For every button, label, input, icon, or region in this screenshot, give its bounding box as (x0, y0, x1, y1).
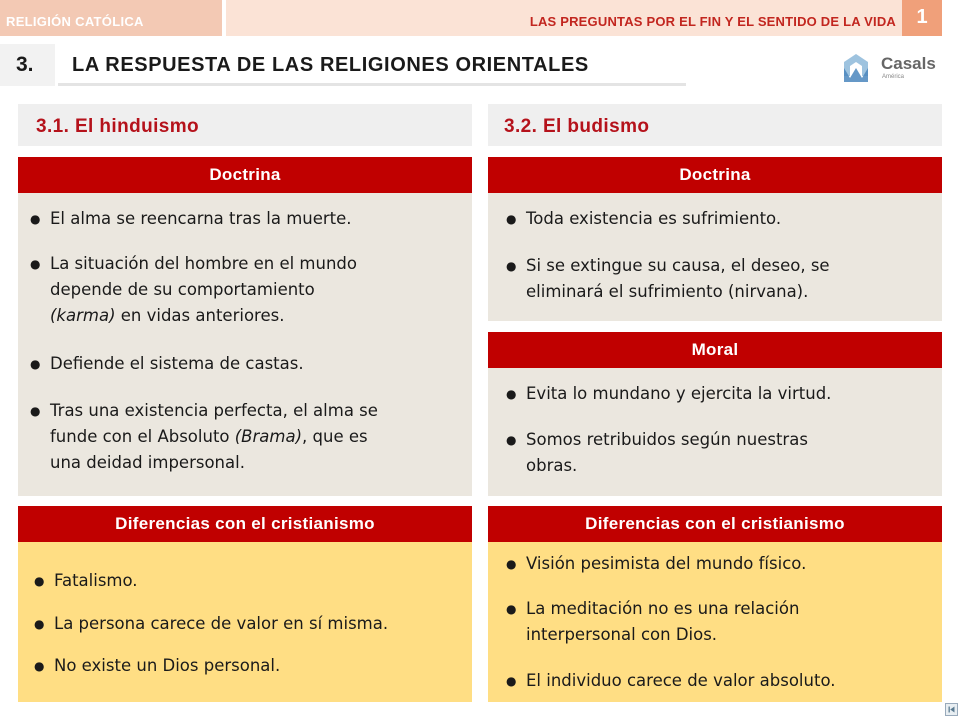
budismo-diferencias-bar: Diferencias con el cristianismo (488, 506, 942, 542)
budismo-diferencias-item-2: ● La meditación no es una relación interpersonal con Dios. (506, 596, 799, 648)
hinduismo-doctrina-item-3: ● Defiende el sistema de castas. (30, 351, 304, 377)
budismo-doctrina-item-1: ● Toda existencia es sufrimiento. (506, 206, 781, 232)
unit-banner (226, 0, 902, 36)
bullet-icon: ● (506, 259, 517, 273)
bullet-icon: ● (30, 404, 41, 418)
budismo-moral-bar: Moral (488, 332, 942, 368)
section-number: 3. (16, 53, 34, 76)
hinduismo-diferencias-bar: Diferencias con el cristianismo (18, 506, 472, 542)
budismo-moral-item-2: ● Somos retribuidos según nuestras obras. (506, 427, 808, 479)
unit-title: LAS PREGUNTAS POR EL FIN Y EL SENTIDO DE LA VIDA (529, 14, 896, 29)
bullet-icon: ● (34, 617, 45, 631)
hinduismo-diferencias-item-2: ● La persona carece de valor en sí misma. (34, 611, 388, 637)
hinduismo-doctrina-item-2: ● La situación del hombre en el mundo depende de su comportamiento (karma) en vidas anteriores. (30, 251, 357, 329)
karma-term: (karma) (50, 306, 116, 325)
first-slide-icon[interactable] (945, 703, 958, 716)
bullet-icon: ● (30, 357, 41, 371)
hinduismo-diferencias-item-1: ● Fatalismo. (34, 568, 138, 594)
section-title: LA RESPUESTA DE LAS RELIGIONES ORIENTALES (72, 54, 589, 76)
budismo-diferencias-item-1: ● Visión pesimista del mundo físico. (506, 551, 806, 577)
budismo-heading: 3.2. El budismo (504, 116, 650, 137)
hinduismo-heading-box (18, 104, 472, 146)
logo-subtitle: América (882, 74, 905, 80)
bullet-icon: ● (506, 433, 517, 447)
hinduismo-doctrina-item-1: ● El alma se reencarna tras la muerte. (30, 206, 352, 232)
bullet-icon: ● (506, 557, 517, 571)
hinduismo-doctrina-item-4: ● Tras una existencia perfecta, el alma se funde con el Absoluto (Brama), que es una deidad impersonal. (30, 398, 378, 476)
hinduismo-diferencias-item-3: ● No existe un Dios personal. (34, 653, 280, 679)
bullet-icon: ● (34, 659, 45, 673)
bullet-icon: ● (506, 387, 517, 401)
budismo-doctrina-item-2: ● Si se extingue su causa, el deseo, se eliminará el sufrimiento (nirvana). (506, 253, 830, 305)
budismo-heading-box (488, 104, 942, 146)
logo-wordmark: Casals (881, 54, 936, 73)
hinduismo-doctrina-bar: Doctrina (18, 157, 472, 193)
budismo-moral-item-1: ● Evita lo mundano y ejercita la virtud. (506, 381, 831, 407)
subject-banner (0, 0, 222, 36)
bullet-icon: ● (30, 257, 41, 271)
budismo-doctrina-bar: Doctrina (488, 157, 942, 193)
bullet-icon: ● (30, 212, 41, 226)
bullet-icon: ● (506, 602, 517, 616)
unit-number-badge: 1 (902, 0, 942, 36)
brama-term: (Brama) (234, 427, 303, 446)
bullet-icon: ● (506, 674, 517, 688)
bullet-icon: ● (506, 212, 517, 226)
budismo-diferencias-item-3: ● El individuo carece de valor absoluto. (506, 668, 836, 694)
hinduismo-heading: 3.1. El hinduismo (36, 116, 200, 137)
subject-label: RELIGIÓN CATÓLICA (6, 14, 144, 29)
bullet-icon: ● (34, 574, 45, 588)
